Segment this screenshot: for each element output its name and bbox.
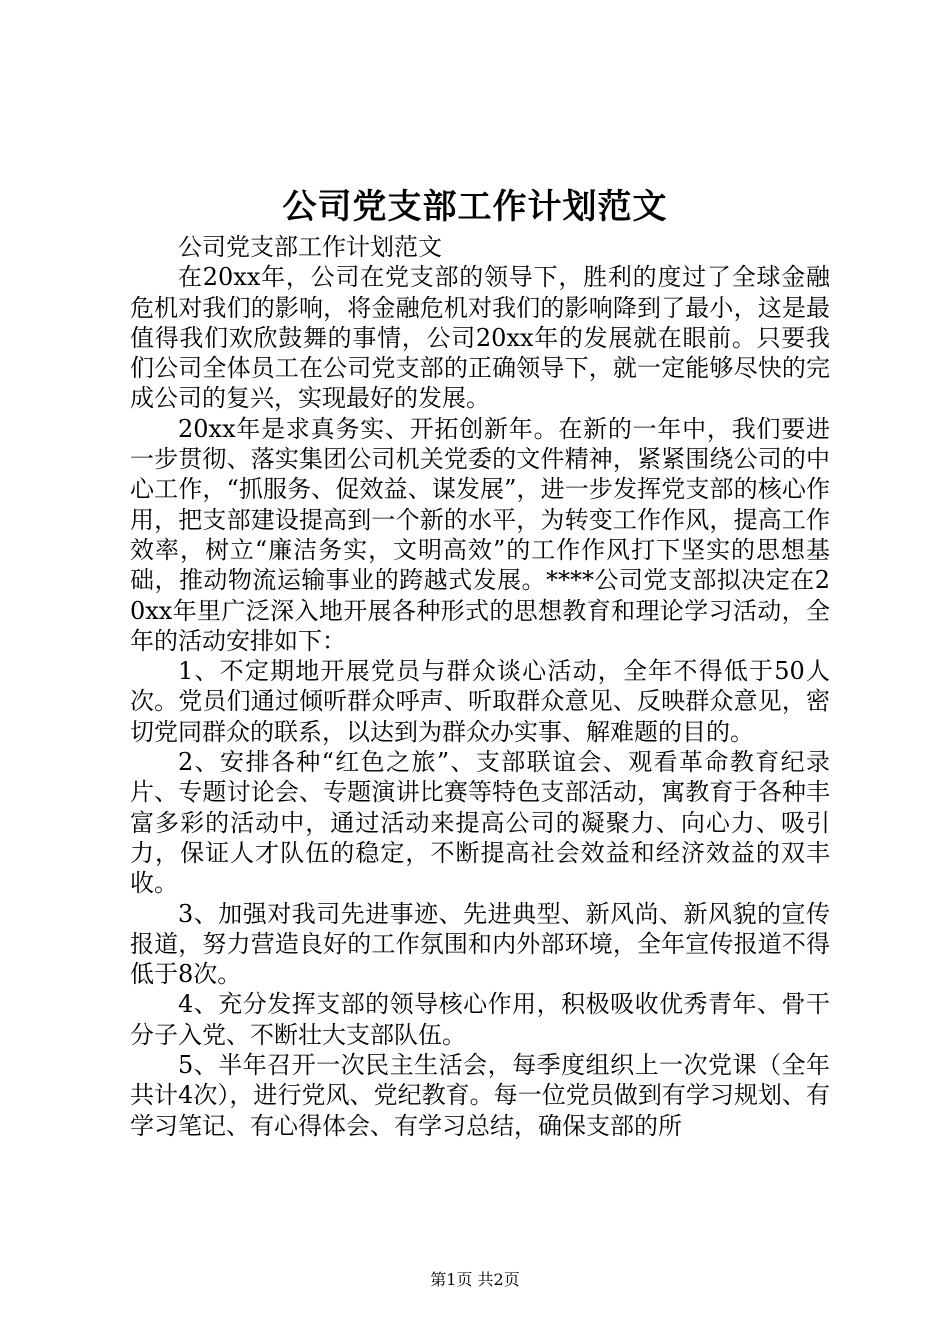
paragraph-item-1: 1、不定期地开展党员与群众谈心活动，全年不得低于50人次。党员们通过倾听群众呼声、听取群众意见、反映群众意见，密切党同群众的联系，以达到为群众办实事、解难题的目的。 bbox=[130, 657, 830, 746]
paragraph-goals: 20xx年是求真务实、开拓创新年。在新的一年中，我们要进一步贯彻、落实集团公司机关党委的文件精神，紧紧围绕公司的中心工作，“抓服务、促效益、谋发展”，进一步发挥党支部的核心作用，把支部建设提高到一个新的水平，为转变工作作风，提高工作效率，树立“廉洁务实，文明高效”的工作作风打下坚实的思想基础，推动物流运输事业的跨越式发展。****公司党支部拟决定在20xx年里广泛深入地开展各种形式的思想教育和理论学习活动，全年的活动安排如下： bbox=[130, 414, 830, 655]
paragraph-item-4: 4、充分发挥支部的领导核心作用，积极吸收优秀青年、骨干分子入党、不断壮大支部队伍。 bbox=[130, 990, 830, 1049]
paragraph-item-5: 5、半年召开一次民主生活会，每季度组织上一次党课（全年共计4次），进行党风、党纪教育。每一位党员做到有学习规划、有学习笔记、有心得体会、有学习总结，确保支部的所 bbox=[130, 1051, 830, 1140]
paragraph-item-3: 3、加强对我司先进事迹、先进典型、新风尚、新风貌的宣传报道，努力营造良好的工作氛围和内外部环境，全年宣传报道不得低于8次。 bbox=[130, 899, 830, 989]
document-title: 公司党支部工作计划范文 bbox=[282, 187, 668, 227]
document-body bbox=[130, 232, 830, 1141]
paragraph-subtitle: 公司党支部工作计划范文 bbox=[178, 233, 442, 261]
paragraph-intro: 在20xx年，公司在党支部的领导下，胜利的度过了全球金融危机对我们的影响，将金融危机对我们的影响降到了最小，这是最值得我们欢欣鼓舞的事情，公司20xx年的发展就在眼前。只要我们公司全体员工在公司党支部的正确领导下，就一定能够尽快的完成公司的复兴，实现最好的发展。 bbox=[130, 263, 830, 413]
paragraph-item-2: 2、安排各种“红色之旅”、支部联谊会、观看革命教育纪录片、专题讨论会、专题演讲比赛等特色支部活动，寓教育于各种丰富多彩的活动中，通过活动来提高公司的凝聚力、向心力、吸引力，保证人才队伍的稳定，不断提高社会效益和经济效益的双丰收。 bbox=[130, 748, 830, 898]
page-number-footer: 第1页 共2页 bbox=[430, 1270, 520, 1289]
